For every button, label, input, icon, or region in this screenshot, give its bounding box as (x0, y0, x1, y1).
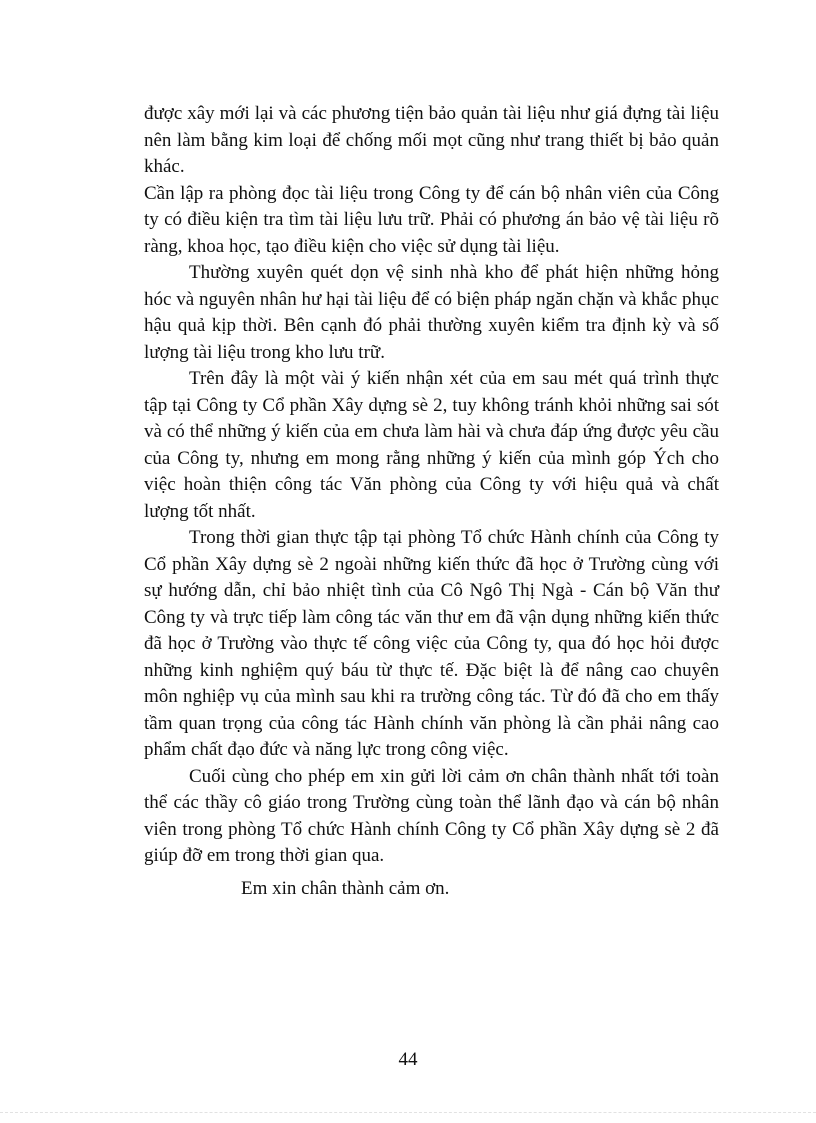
page-number: 44 (398, 1049, 418, 1070)
paragraph-5: Trong thời gian thực tập tại phòng Tổ chức Hành chính của Công ty Cổ phần Xây dựng sè 2 ngoài những kiến thức đã học ở Trường cùng với sự hướng dẫn, chỉ bảo nhiệt tình của Cô Ngô Thị Ngà - Cán bộ Văn thư Công ty và trực tiếp làm công tác văn thư em đã vận dụng những kiến thức đã học ở Trường vào thực tế công việc của Công ty, qua đó học hỏi được những kinh nghiệm quý báu từ thực tế. Đặc biệt là để nâng cao chuyên môn nghiệp vụ của mình sau khi ra trường công tác. Từ đó đã cho em thấy tầm quan trọng của công tác Hành chính văn phòng là cần phải nâng cao phẩm chất đạo đức và năng lực trong công việc. (144, 527, 719, 760)
paragraph-2: Cần lập ra phòng đọc tài liệu trong Công ty để cán bộ nhân viên của Công ty có điều kiện tra tìm tài liệu lưu trữ. Phải có phương án bảo vệ tài liệu rõ ràng, khoa học, tạo điều kiện cho việc sử dụng tài liệu. (144, 182, 719, 257)
paragraph-6: Cuối cùng cho phép em xin gửi lời cảm ơn chân thành nhất tới toàn thể các thầy cô giáo trong Trường cùng toàn thể lãnh đạo và cán bộ nhân viên trong phòng Tổ chức Hành chính Công ty Cổ phần Xây dựng sè 2 đã giúp đỡ em trong thời gian qua. (144, 765, 719, 866)
paragraph-4: Trên đây là một vài ý kiến nhận xét của em sau mét quá trình thực tập tại Công ty Cổ phần Xây dựng sè 2, tuy không tránh khỏi những sai sót và có thể những ý kiến của em chưa làm hài và chưa đáp ứng được yêu cầu của Công ty, nhưng em mong rằng những ý kiến của mình góp Ých cho việc hoàn thiện công tác Văn phòng của Công ty với hiệu quả và chất lượng tốt nhất. (144, 368, 719, 522)
paragraph-1: được xây mới lại và các phương tiện bảo quản tài liệu như giá đựng tài liệu nên làm bằng kim loại để chống mối mọt cũng như trang thiết bị bảo quản khác. (144, 103, 719, 177)
page-bottom-divider (0, 1112, 816, 1113)
body-text (144, 101, 719, 902)
closing-line: Em xin chân thành cảm ơn. (241, 877, 450, 899)
paragraph-3: Thường xuyên quét dọn vệ sinh nhà kho để phát hiện những hỏng hóc và nguyên nhân hư hại tài liệu để có biện pháp ngăn chặn và khắc phục hậu quả kịp thời. Bên cạnh đó phải thường xuyên kiểm tra định kỳ và số lượng tài liệu trong kho lưu trữ. (144, 262, 719, 363)
